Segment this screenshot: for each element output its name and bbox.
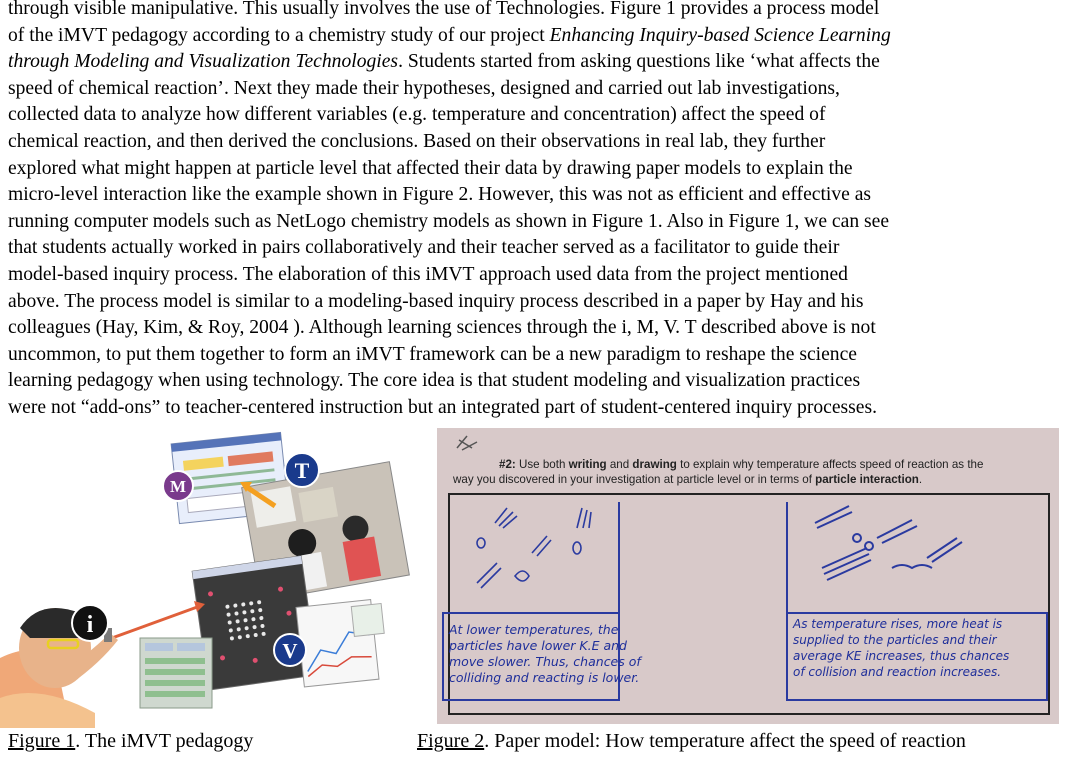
para-line-2: of the iMVT pedagogy according to a chemistry study of our project Enhancing Inquiry-based Science Learning (8, 24, 891, 46)
right-handwritten-note: As temperature rises, more heat is supplied to the particles and their average KE increases, thus chances of collision and reaction increases. (793, 617, 1010, 679)
svg-text:M: M (169, 477, 187, 496)
para-line-7: explored what might happen at particle level that affected their data by drawing paper models to explain the (8, 157, 853, 179)
svg-text:V: V (282, 639, 298, 663)
para-line-3: through Modeling and Visualization Technologies. Students started from asking questions like ‘what affects the (8, 51, 880, 73)
figure2-paper-model (437, 428, 1059, 724)
graph-panel (296, 599, 389, 687)
prompt-text: #2: Use both writing and drawing to explain why temperature affects speed of reaction as the way you discovered in your investigation at particle level or in terms of particle interaction. (453, 458, 984, 486)
para-line-6: chemical reaction, and then derived the conclusions. Based on their observations in real lab, they further (8, 130, 826, 152)
figure1-collage (0, 428, 420, 728)
badge-t (285, 453, 319, 487)
badge-m (163, 471, 193, 501)
badge-i (72, 605, 108, 641)
figure2-caption-label: Figure 2 (417, 730, 485, 752)
para-line-4: speed of chemical reaction’. Next they made their hypotheses, designed and carried out lab investigations, (8, 77, 840, 99)
para-line-15: learning pedagogy when using technology. The core idea is that student modeling and visualization practices (8, 370, 861, 392)
orange-arrow (112, 606, 200, 638)
badge-v (274, 634, 306, 666)
figure1-caption-label: Figure 1 (8, 730, 76, 752)
para-line-8: micro-level interaction like the example shown in Figure 2. However, this was not as efficient and effective as (8, 184, 872, 206)
left-handwritten-note: At lower temperatures, the particles have lower K.E and move slower. Thus, chances of colliding and reacting is lower. (449, 622, 641, 685)
para-line-13: colleagues (Hay, Kim, & Roy, 2004 ). Although learning sciences through the i, M, V. T described above is not (8, 317, 876, 339)
svg-text:i: i (86, 612, 94, 638)
figure2-caption: Figure 2. Paper model: How temperature affect the speed of reaction (417, 730, 966, 752)
svg-text:T: T (294, 458, 310, 483)
para-line-9: running computer models such as NetLogo chemistry models as shown in Figure 1. Also in Figure 1, we can see (8, 210, 890, 232)
project-title-italic: Enhancing Inquiry-based Science Learning (549, 24, 891, 46)
body-paragraph (8, 0, 1070, 422)
para-line-12: above. The process model is similar to a modeling-based inquiry process described in a paper by Hay and his (8, 290, 864, 312)
para-line-5: collected data to analyze how different variables (e.g. temperature and concentration) affect the speed of (8, 104, 826, 126)
para-line-11: model-based inquiry process. The elaboration of this iMVT approach used data from the project mentioned (8, 263, 848, 285)
figure2-photo (437, 428, 1059, 724)
para-line-16: were not “add-ons” to teacher-centered instruction but an integrated part of student-centered inquiry processes. (8, 396, 878, 418)
para-line-14: uncommon, to put them together to form an iMVT framework can be a new paradigm to reshape the science (8, 343, 857, 365)
para-line-1: through visible manipulative. This usually involves the use of Technologies. Figure 1 provides a process model (8, 0, 880, 19)
figure1-caption: Figure 1. The iMVT pedagogy (8, 730, 254, 752)
controls-panel (140, 638, 212, 708)
para-line-10: that students actually worked in pairs collaboratively and their teacher served as a facilitator to guide their (8, 237, 840, 259)
